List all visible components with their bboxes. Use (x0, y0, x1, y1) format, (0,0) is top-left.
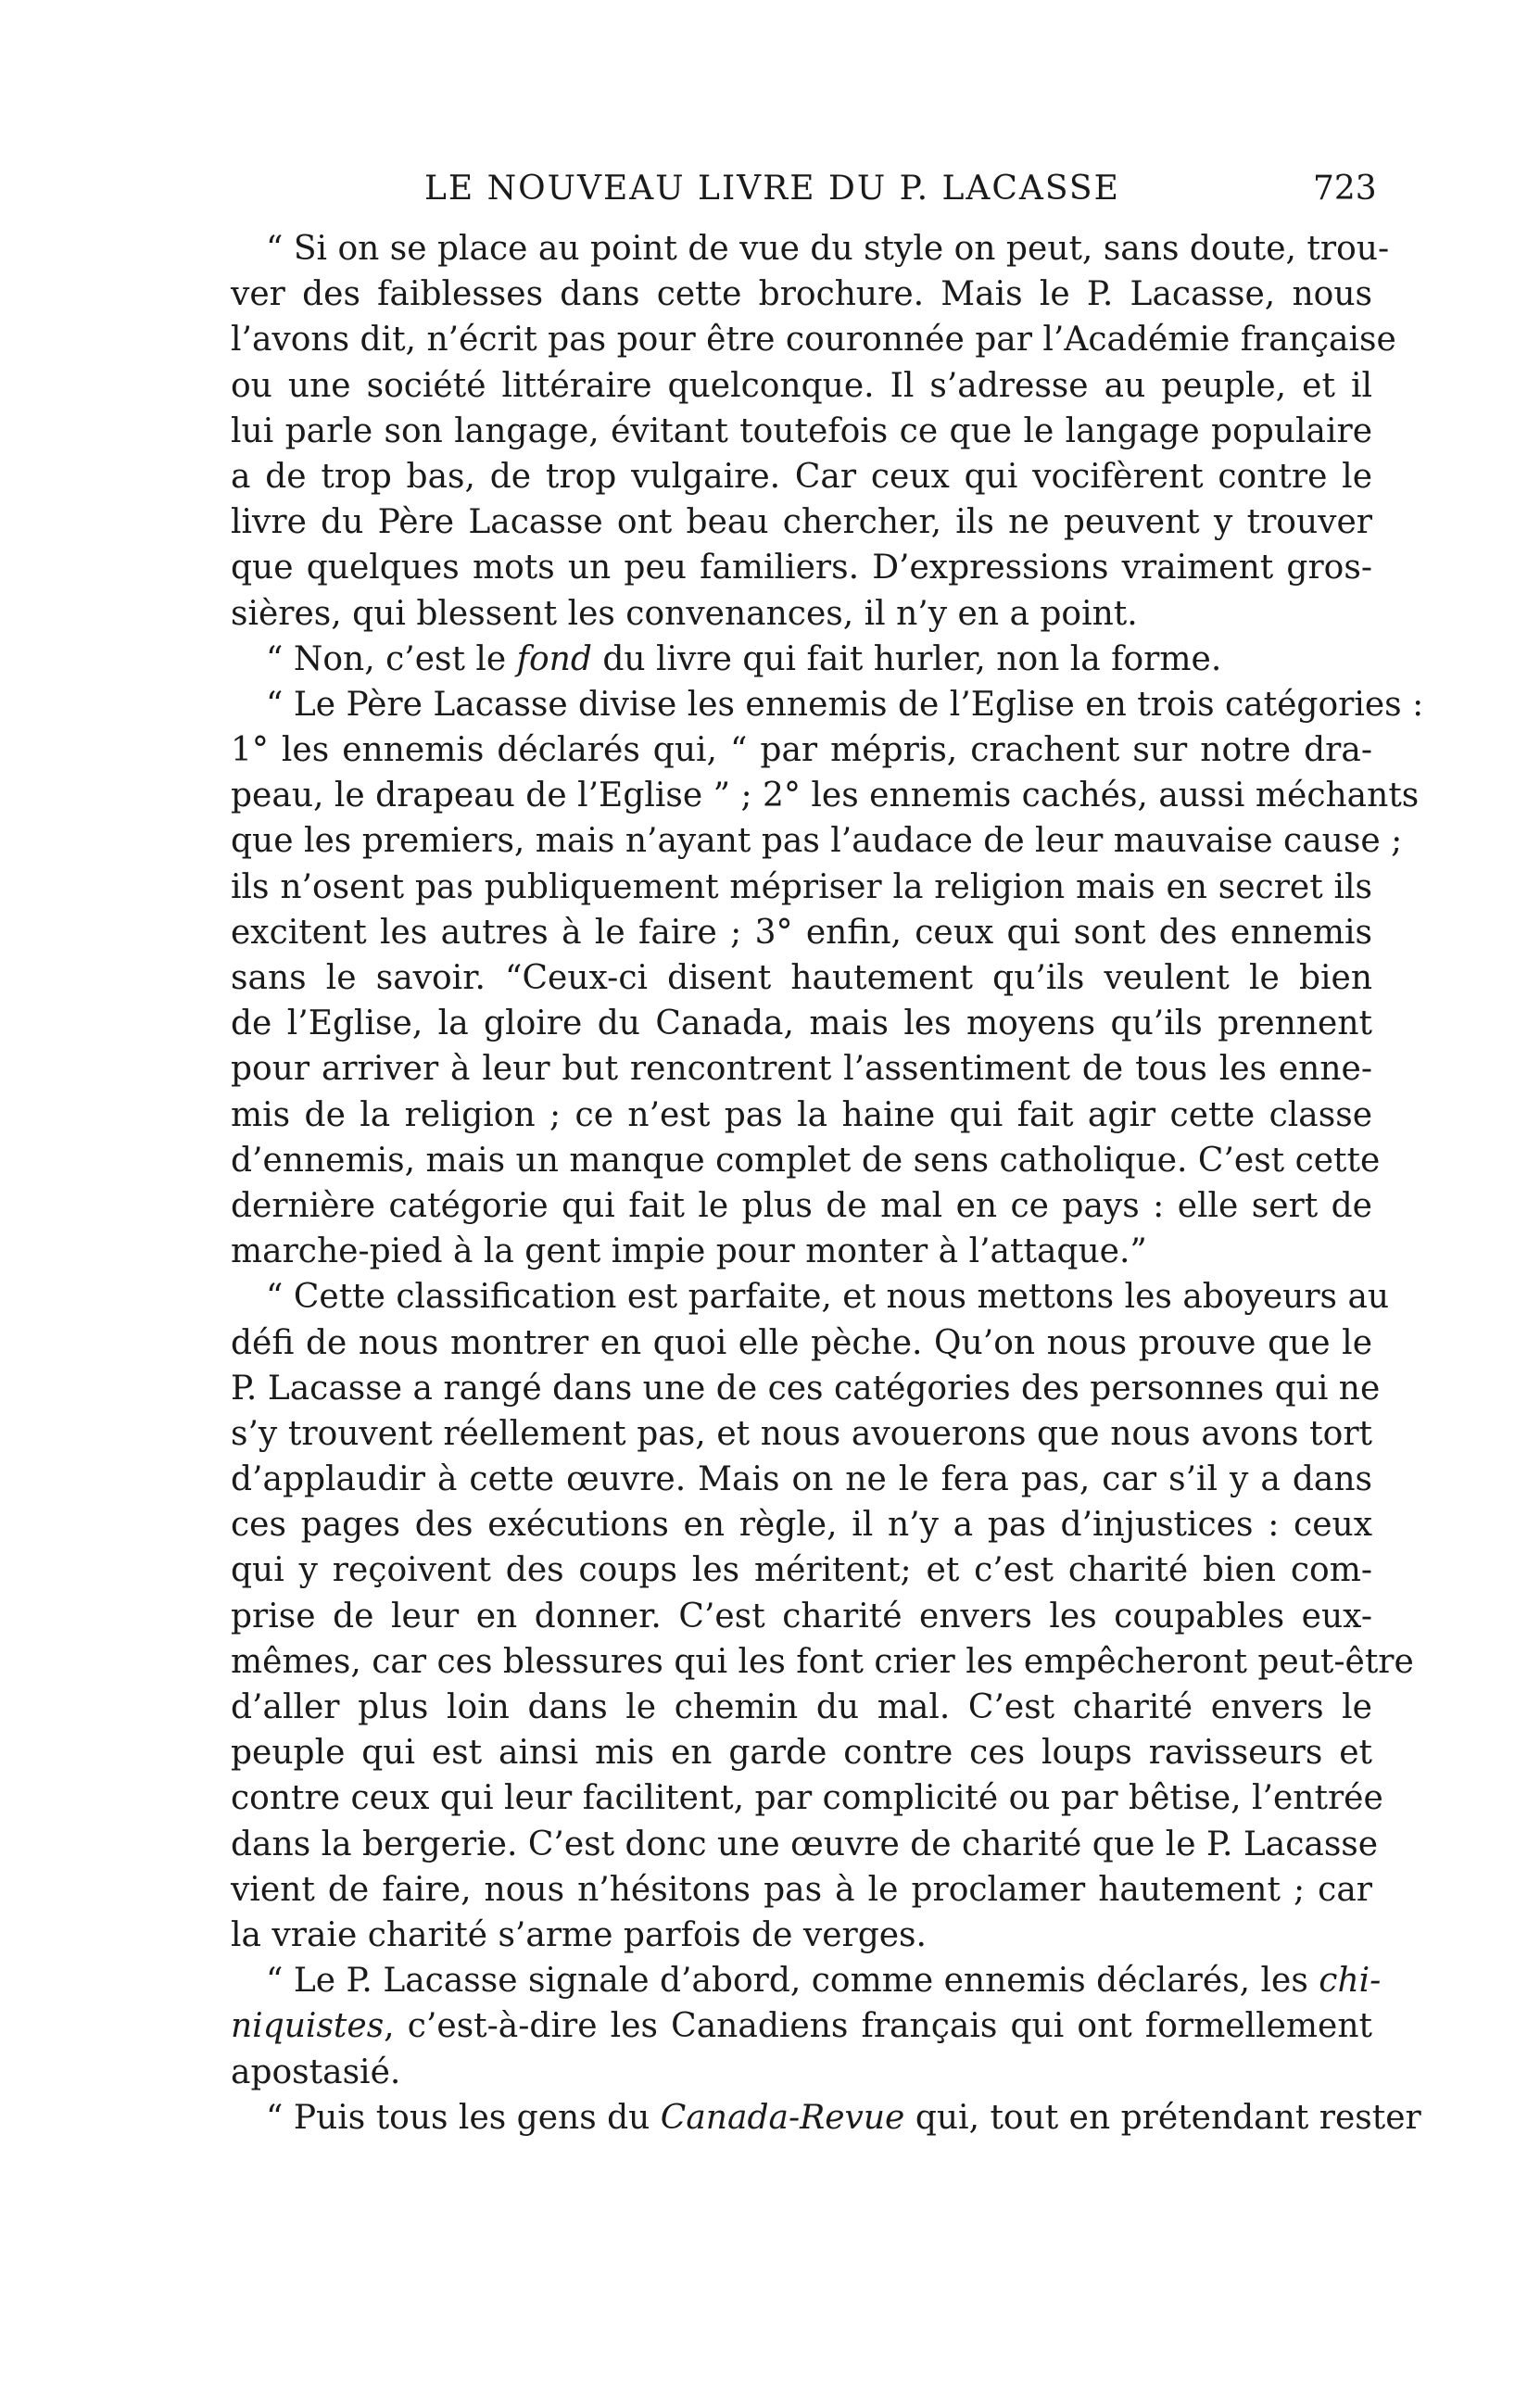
text-line: prise de leur en donner. C’est charité envers les coupables eux- (231, 1597, 1372, 1636)
text-line: vient de faire, nous n’hésitons pas à le proclamer hautement ; car (231, 1870, 1372, 1909)
text-line: d’aller plus loin dans le chemin du mal. C’est charité envers le (231, 1688, 1372, 1726)
text-line: excitent les autres à le faire ; 3° enfin, ceux qui sont des ennemis (231, 913, 1372, 952)
text-fragment: qui, tout en prétendant rester (904, 2098, 1421, 2137)
text-line: ou une société littéraire quelconque. Il s’adresse au peuple, et il (231, 366, 1372, 405)
text-line: mêmes, car ces blessures qui les font crier les empêcheront peut-être (231, 1642, 1414, 1681)
text-line: a de trop bas, de trop vulgaire. Car ceux qui vocifèrent contre le (231, 457, 1372, 496)
text-line: défi de nous montrer en quoi elle pèche. Qu’on nous prouve que le (231, 1323, 1372, 1362)
text-line (231, 637, 1372, 682)
text-fragment: du livre qui fait hurler, non la forme. (591, 639, 1222, 678)
text-line: ils n’osent pas publiquement mépriser la religion mais en secret ils (231, 867, 1372, 906)
text-line: “ Le Père Lacasse divise les ennemis de l’Eglise en trois catégories : (266, 685, 1424, 724)
text-line: de l’Eglise, la gloire du Canada, mais les moyens qu’ils prennent (231, 1004, 1372, 1043)
running-title: LE NOUVEAU LIVRE DU P. LACASSE (424, 170, 1120, 208)
italic-text-fragment: niquistes (231, 2007, 385, 2046)
text-line: apostasié. (231, 2052, 401, 2091)
italic-text-fragment: Canada-Revue (660, 2098, 905, 2137)
text-line: que quelques mots un peu familiers. D’expressions vraiment gros- (231, 549, 1372, 587)
text-fragment: “ Le P. Lacasse signale d’abord, comme ennemis déclarés, les (266, 1962, 1319, 2001)
text-line: “ Si on se place au point de vue du style on peut, sans doute, trou- (266, 230, 1390, 268)
text-line: 1° les ennemis déclarés qui, “ par mépris, crachent sur notre dra- (231, 731, 1372, 770)
text-line: la vraie charité s’arme parfois de verges. (231, 1915, 927, 1954)
text-line: dans la bergerie. C’est donc une œuvre de charité que le P. Lacasse (231, 1825, 1379, 1863)
text-line: livre du Père Lacasse ont beau chercher, ils ne peuvent y trouver (231, 503, 1372, 542)
text-line: peau, le drapeau de l’Eglise ” ; 2° les ennemis cachés, aussi méchants (231, 777, 1420, 815)
text-line: sières, qui blessent les convenances, il n’y en a point. (231, 594, 1138, 633)
text-line: que les premiers, mais n’ayant pas l’audace de leur mauvaise cause ; (231, 822, 1403, 861)
text-line (231, 2095, 1421, 2141)
running-header (0, 170, 1540, 216)
italic-text-fragment: chi- (1319, 1962, 1382, 2001)
text-line: ces pages des exécutions en règle, il n’y a pas d’injustices : ceux (231, 1506, 1372, 1545)
text-line (231, 2003, 1372, 2049)
text-line: mis de la religion ; ce n’est pas la haine qui fait agir cette classe (231, 1095, 1372, 1134)
text-line: peuple qui est ainsi mis en garde contre ces loups ravisseurs et (231, 1734, 1372, 1773)
page-number: 723 (1313, 170, 1377, 208)
body-text (231, 226, 1424, 2141)
text-line: l’avons dit, n’écrit pas pour être couronnée par l’Académie française (231, 321, 1396, 360)
text-line: marche-pied à la gent impie pour monter à l’attaque.” (231, 1232, 1147, 1271)
text-line: qui y reçoivent des coups les méritent; et c’est charité bien com- (231, 1551, 1372, 1590)
text-line: d’ennemis, mais un manque complet de sens catholique. C’est cette (231, 1141, 1381, 1180)
text-line: “ Cette classification est parfaite, et nous mettons les aboyeurs au (266, 1278, 1390, 1317)
text-fragment: “ Non, c’est le (266, 639, 517, 678)
text-line: d’applaudir à cette œuvre. Mais on ne le fera pas, car s’il y a dans (231, 1460, 1372, 1499)
italic-text-fragment: fond (516, 639, 592, 678)
text-line: sans le savoir. “Ceux-ci disent hautement qu’ils veulent le bien (231, 959, 1372, 997)
text-line: P. Lacasse a rangé dans une de ces catégories des personnes qui ne (231, 1369, 1381, 1408)
text-line: lui parle son langage, évitant toutefois ce que le langage populaire (231, 411, 1372, 450)
text-fragment: “ Puis tous les gens du (266, 2098, 661, 2137)
text-fragment: , c’est-à-dire les Canadiens français qui ont formellement (384, 2007, 1372, 2046)
text-line: dernière catégorie qui fait le plus de mal en ce pays : elle sert de (231, 1186, 1372, 1225)
text-line: contre ceux qui leur facilitent, par complicité ou par bêtise, l’entrée (231, 1779, 1383, 1818)
text-line (231, 1958, 1382, 2003)
text-line: pour arriver à leur but rencontrent l’assentiment de tous les enne- (231, 1050, 1372, 1089)
text-line: s’y trouvent réellement pas, et nous avouerons que nous avons tort (231, 1414, 1372, 1453)
text-line: ver des faiblesses dans cette brochure. Mais le P. Lacasse, nous (231, 275, 1372, 314)
